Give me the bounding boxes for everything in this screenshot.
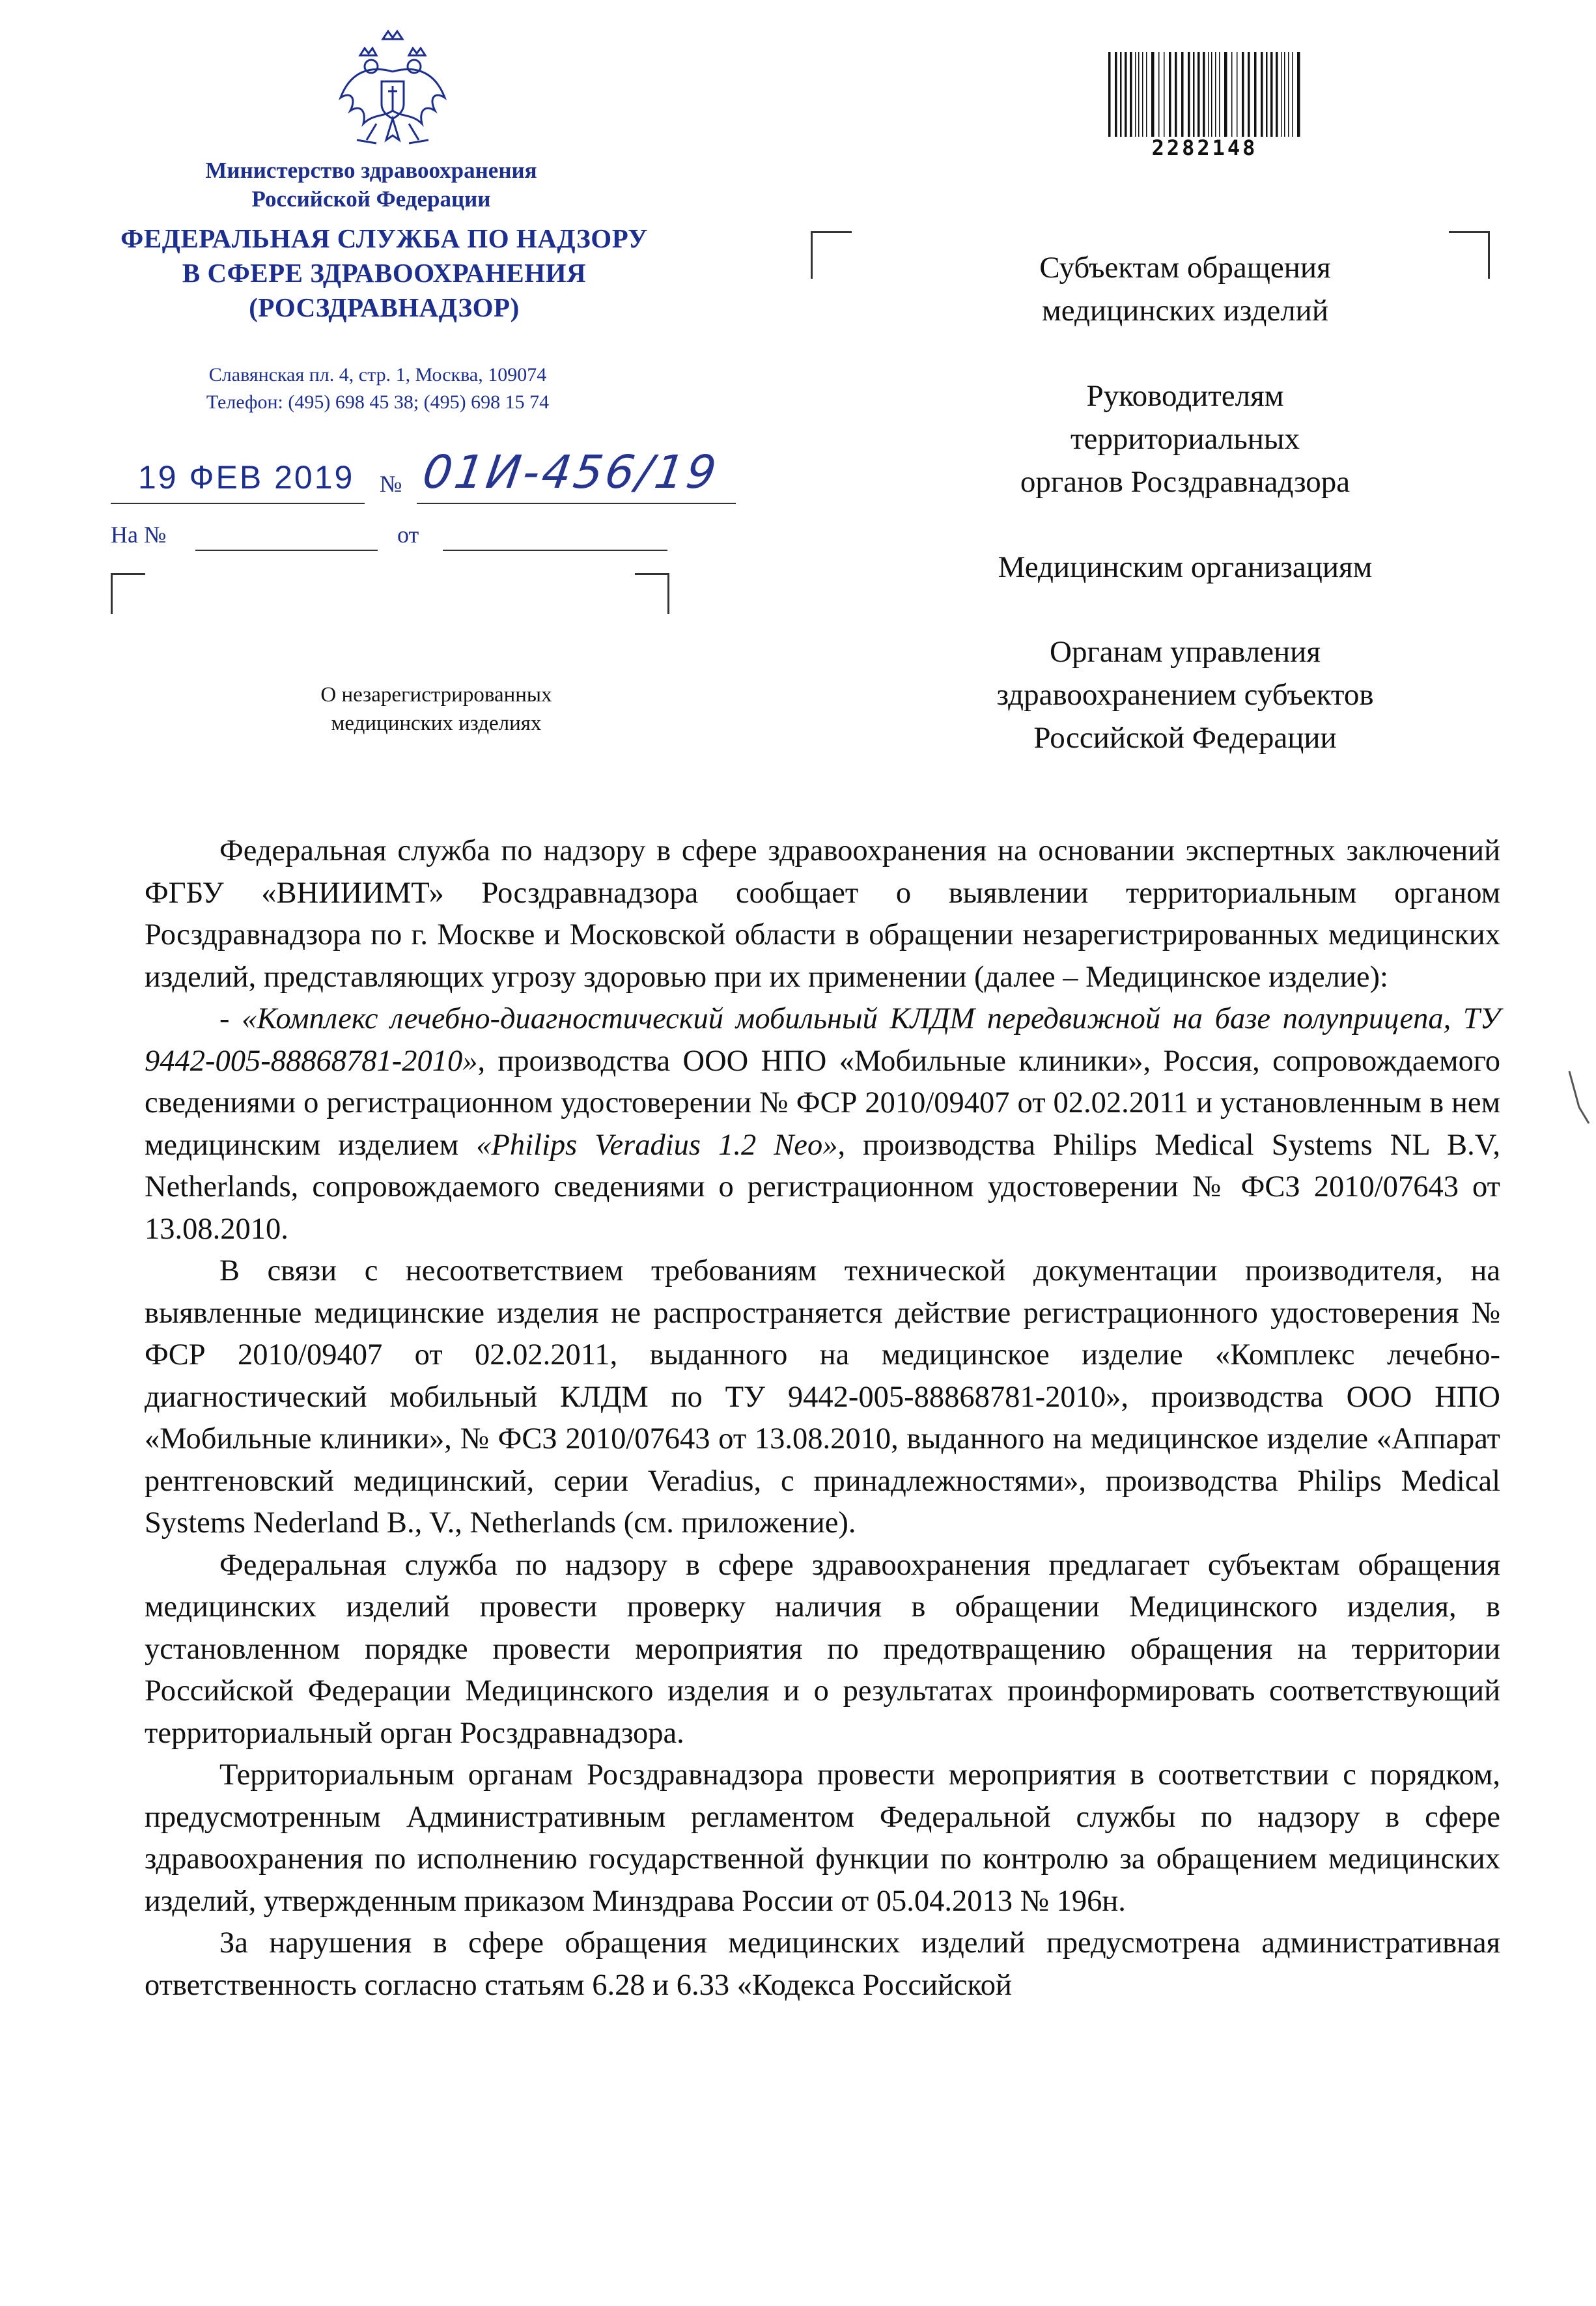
corner-bracket bbox=[811, 231, 852, 279]
margin-mark bbox=[1566, 1068, 1592, 1127]
barcode-bar bbox=[1188, 52, 1190, 137]
ministry-line: Министерство здравоохранения bbox=[205, 158, 537, 183]
letter-body bbox=[145, 830, 1500, 2006]
barcode-bar bbox=[1248, 52, 1250, 137]
barcode-bar bbox=[1142, 52, 1143, 137]
barcode-bar bbox=[1237, 52, 1238, 137]
barcode-bar bbox=[1288, 52, 1289, 137]
service-name bbox=[91, 221, 677, 325]
body-paragraph: В связи с несоответствием требованиям технической документации производителя, на выявленные медицинские изделия не распространяется действие регистрационного удостоверения № ФСР 2010/09407 от 02.02.2011, выданного на медицинское изделие «Комплекс лечебно-диагностический мобильный КЛДМ по ТУ 9442-005-88868781-2010», производства ООО НПО «Мобильные клиники», № ФСЗ 2010/07643 от 13.08.2010, выданного на медицинское изделие «Аппарат рентгеновский медицинский, серии Veradius, с принадлежностями», производства Philips Medical Systems Nederland B., V., Netherlands (см. приложение). bbox=[145, 1254, 1500, 1540]
reply-number-field bbox=[195, 521, 378, 551]
barcode-bar bbox=[1108, 52, 1111, 137]
recipient-line: Субъектам обращения bbox=[1039, 251, 1331, 285]
service-line: (РОСЗДРАВНАДЗОР) bbox=[249, 292, 520, 322]
body-paragraph: Территориальным органам Росздравнадзора провести мероприятия в соответствии с порядком, предусмотренным Административным регламентом Федеральной службы по надзору в сфере здравоохранения по исполнению государственной функции по контролю за обращением медицинских изделий, утвержденным приказом Минздрава России от 05.04.2013 № 196н. bbox=[145, 1758, 1500, 1918]
corner-bracket bbox=[635, 573, 669, 614]
recipient-group bbox=[899, 546, 1472, 589]
ministry-line: Российской Федерации bbox=[251, 186, 491, 212]
number-field bbox=[417, 445, 736, 504]
date-stamp: 19 ФЕВ 2019 bbox=[138, 459, 355, 496]
barcode-bar bbox=[1181, 52, 1184, 137]
barcode-bar bbox=[1197, 52, 1200, 137]
body-text: , производства Philips Medical Systems NL B.V, Netherlands, сопровождаемого сведениями о регистрационном удостоверении № ФСЗ 2010/07643 от 13.08.2010. bbox=[145, 1128, 1500, 1246]
recipient-line: территориальных bbox=[1070, 422, 1300, 456]
barcode-bar bbox=[1146, 52, 1147, 137]
recipient-line: Органам управления bbox=[1050, 635, 1321, 669]
body-text: , производства ООО НПО «Мобильные клиники», Россия, сопровождаемого сведениями о регистрационном удостоверении № ФСР 2010/09407 от 02.02.2011 и установленным в нем медицинским изделием bbox=[145, 1044, 1500, 1162]
barcode-bar bbox=[1254, 52, 1257, 137]
barcode-bar bbox=[1120, 52, 1122, 137]
barcode-bar bbox=[1125, 52, 1127, 137]
barcode-bar bbox=[1281, 52, 1282, 137]
number-label: № bbox=[380, 471, 402, 497]
barcode-bar bbox=[1115, 52, 1117, 137]
barcode-bar bbox=[1169, 52, 1171, 137]
device-name: «Philips Veradius 1.2 Neo» bbox=[476, 1128, 838, 1162]
date-field bbox=[111, 456, 365, 504]
barcode-bar bbox=[1261, 52, 1263, 137]
address-block bbox=[124, 361, 632, 416]
corner-bracket bbox=[111, 573, 145, 614]
subject-line: О незарегистрированных bbox=[320, 683, 552, 707]
barcode-bar bbox=[1224, 52, 1227, 137]
recipient-line: органов Росздравнадзора bbox=[1020, 465, 1351, 499]
subject-block bbox=[280, 681, 593, 738]
handwritten-number: 01И-456/19 bbox=[419, 445, 722, 499]
barcode-bar bbox=[1138, 52, 1140, 137]
body-paragraph: За нарушения в сфере обращения медицинских изделий предусмотрена административная ответственность согласно статьям 6.28 и 6.33 «Кодекса Российской bbox=[145, 1926, 1500, 2002]
coat-of-arms-emblem bbox=[331, 26, 455, 163]
barcode bbox=[1107, 52, 1302, 137]
barcode-bar bbox=[1219, 52, 1220, 137]
barcode-bar bbox=[1270, 52, 1273, 137]
service-line: В СФЕРЕ ЗДРАВООХРАНЕНИЯ bbox=[182, 258, 587, 288]
body-paragraph: Федеральная служба по надзору в сфере здравоохранения на основании экспертных заключений ФГБУ «ВНИИИМТ» Росздравнадзора сообщает о выявлении территориальным органом Росздравнадзора по г. Москве и Московской области в обращении незарегистрированных медицинских изделий, представляющих угрозу здоровью при их применении (далее – Медицинское изделие): bbox=[145, 834, 1500, 994]
barcode-bar bbox=[1135, 52, 1136, 137]
ministry-name bbox=[117, 156, 625, 214]
recipient-line: Российской Федерации bbox=[1033, 721, 1337, 755]
reply-number-label: На № bbox=[111, 522, 167, 548]
recipient-group bbox=[899, 246, 1472, 332]
recipient-line: Руководителям bbox=[1086, 379, 1284, 413]
reply-date-field bbox=[443, 521, 667, 551]
phone-line: Телефон: (495) 698 45 38; (495) 698 15 74 bbox=[206, 391, 550, 413]
barcode-bar bbox=[1276, 52, 1278, 137]
body-paragraph bbox=[145, 998, 1500, 1250]
barcode-bar bbox=[1158, 52, 1160, 137]
barcode-bar bbox=[1175, 52, 1177, 137]
list-dash: - bbox=[219, 1002, 242, 1035]
barcode-bar bbox=[1203, 52, 1205, 137]
barcode-bar bbox=[1208, 52, 1209, 137]
barcode-bar bbox=[1151, 52, 1155, 137]
recipient-line: медицинских изделий bbox=[1041, 294, 1328, 328]
barcode-bar bbox=[1164, 52, 1165, 137]
recipient-group bbox=[899, 630, 1472, 759]
barcode-bar bbox=[1284, 52, 1285, 137]
barcode-bar bbox=[1231, 52, 1233, 137]
barcode-bar bbox=[1297, 52, 1300, 137]
recipient-group bbox=[899, 374, 1472, 503]
barcode-bar bbox=[1266, 52, 1268, 137]
body-paragraph: Федеральная служба по надзору в сфере здравоохранения предлагает субъектам обращения медицинских изделий провести проверку наличия в обращении Медицинского изделия, в установленном порядке провести мероприятия по предотвращению обращения на территории Российской Федерации Медицинского изделия и о результатах проинформировать соответствующий территориальный орган Росздравнадзора. bbox=[145, 1548, 1500, 1750]
barcode-bar bbox=[1242, 52, 1244, 137]
barcode-bar bbox=[1193, 52, 1195, 137]
recipient-line: здравоохранением субъектов bbox=[996, 678, 1374, 712]
recipient-line: Медицинским организациям bbox=[998, 550, 1373, 584]
barcode-bar bbox=[1292, 52, 1293, 137]
reply-date-label: от bbox=[397, 522, 419, 548]
device-name: «Комплекс лечебно-диагностический мобильный КЛДМ передвижной на базе полуприцепа, ТУ 9442-005-88868781-2010» bbox=[145, 1002, 1500, 1078]
service-line: ФЕДЕРАЛЬНАЯ СЛУЖБА ПО НАДЗОРУ bbox=[120, 223, 648, 253]
barcode-bar bbox=[1130, 52, 1132, 137]
barcode-bar bbox=[1211, 52, 1212, 137]
barcode-number: 2282148 bbox=[1151, 135, 1258, 160]
barcode-bar bbox=[1215, 52, 1216, 137]
subject-line: медицинских изделиях bbox=[331, 712, 542, 735]
address-line: Славянская пл. 4, стр. 1, Москва, 109074 bbox=[208, 364, 547, 386]
